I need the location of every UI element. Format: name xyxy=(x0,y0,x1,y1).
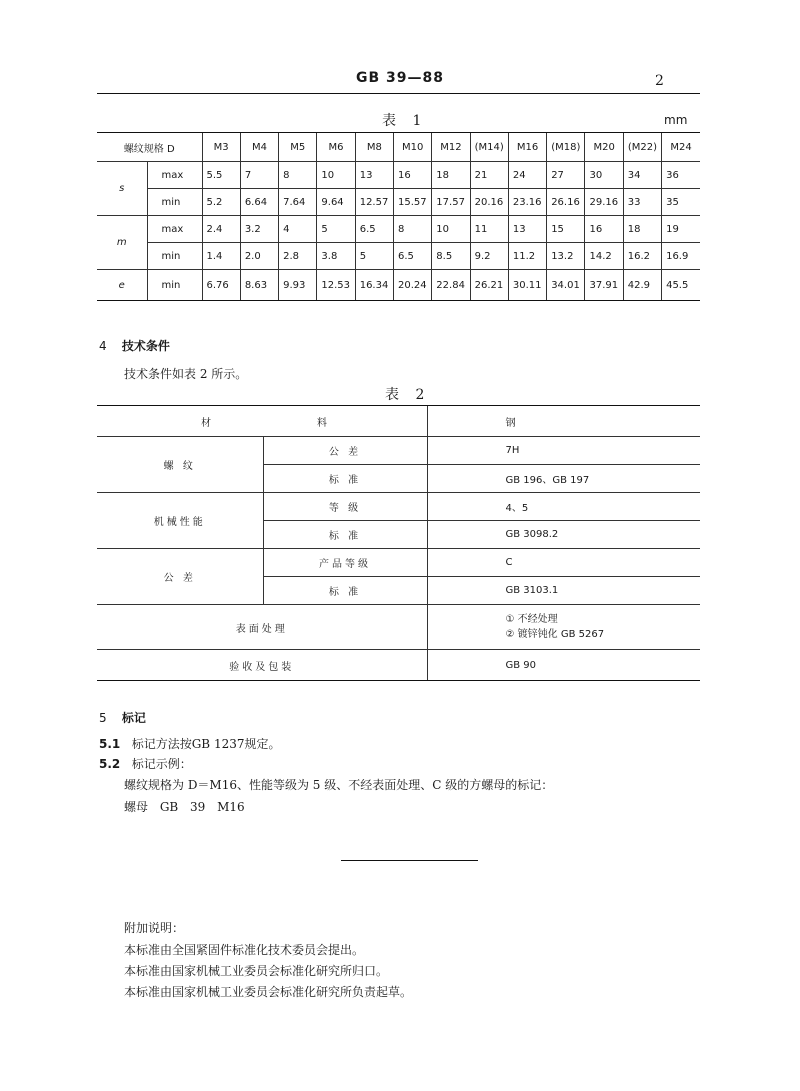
table-cell: 8.63 xyxy=(240,270,278,301)
technical-conditions-table xyxy=(97,405,700,681)
table2-caption: 表 2 xyxy=(385,387,431,403)
table-cell: 5.5 xyxy=(202,162,240,189)
column-header: M3 xyxy=(202,133,240,162)
column-header: (M18) xyxy=(547,133,585,162)
table-cell: 2.4 xyxy=(202,216,240,243)
table-cell: 16.2 xyxy=(623,243,661,270)
clause-5-1-number: 5.1 xyxy=(99,737,121,751)
table-cell: 30 xyxy=(585,162,623,189)
table-cell: 9.64 xyxy=(317,189,355,216)
table1-unit: mm xyxy=(664,113,688,127)
item-label: 公 差 xyxy=(263,437,427,465)
table-cell: 18 xyxy=(623,216,661,243)
table-cell: 37.91 xyxy=(585,270,623,301)
table-cell: 27 xyxy=(547,162,585,189)
column-header: (M14) xyxy=(470,133,508,162)
row-group-symbol: e xyxy=(97,270,147,301)
surface-label: 表面处理 xyxy=(97,605,427,650)
table-cell: 16 xyxy=(585,216,623,243)
table-cell: 5 xyxy=(317,216,355,243)
table-cell: 5 xyxy=(355,243,393,270)
clause-5-2-text: 标记示例： xyxy=(131,757,192,771)
item-value: C xyxy=(427,549,700,577)
table-row xyxy=(97,437,700,465)
column-header: M4 xyxy=(240,133,278,162)
row-sub-label: min xyxy=(147,189,202,216)
table-cell: 13 xyxy=(355,162,393,189)
table-cell: 26.16 xyxy=(547,189,585,216)
example-description: 螺纹规格为 D＝M16、性能等级为 5 级、不经表面处理、C 级的方螺母的标记： xyxy=(124,778,554,792)
item-value: 7H xyxy=(427,437,700,465)
note-line: 本标准由全国紧固件标准化技术委员会提出。 xyxy=(124,943,365,957)
column-header: M20 xyxy=(585,133,623,162)
table-row xyxy=(97,493,700,521)
surface-value: ① 不经处理 xyxy=(505,614,558,625)
group-name: 公 差 xyxy=(97,549,263,605)
table-row xyxy=(97,189,700,216)
note-line: 本标准由国家机械工业委员会标准化研究所归口。 xyxy=(124,964,389,978)
table-cell: 8 xyxy=(279,162,317,189)
table-row xyxy=(97,406,700,437)
table-cell: 10 xyxy=(317,162,355,189)
table-cell: 14.2 xyxy=(585,243,623,270)
table-cell: 17.57 xyxy=(432,189,470,216)
table-cell: 16 xyxy=(394,162,432,189)
item-label: 等 级 xyxy=(263,493,427,521)
column-header: M12 xyxy=(432,133,470,162)
row-group-symbol: m xyxy=(97,216,147,270)
acceptance-label: 验收及包装 xyxy=(97,650,427,681)
table-row xyxy=(97,650,700,681)
table-cell: 35 xyxy=(662,189,700,216)
table-cell: 5.2 xyxy=(202,189,240,216)
table-cell: 6.76 xyxy=(202,270,240,301)
table-row xyxy=(97,243,700,270)
table-cell: 34.01 xyxy=(547,270,585,301)
table-row xyxy=(97,549,700,577)
item-label: 标 准 xyxy=(263,577,427,605)
section-4-intro: 技术条件如表 2 所示。 xyxy=(124,367,248,381)
section-5-number: 5 xyxy=(99,711,107,725)
clause-5-2-number: 5.2 xyxy=(99,757,121,771)
acceptance-value: GB 90 xyxy=(427,650,700,681)
clause-5-2 xyxy=(99,755,192,772)
table-cell: 6.64 xyxy=(240,189,278,216)
column-header: M16 xyxy=(508,133,546,162)
section-4-number: 4 xyxy=(99,339,107,353)
example-mark: 螺母 GB 39 M16 xyxy=(124,800,245,814)
separator-rule xyxy=(341,860,478,861)
table-cell: 26.21 xyxy=(470,270,508,301)
item-label: 标 准 xyxy=(263,521,427,549)
table-cell: 1.4 xyxy=(202,243,240,270)
item-label: 标 准 xyxy=(263,465,427,493)
table-cell: 24 xyxy=(508,162,546,189)
table-cell: 6.5 xyxy=(355,216,393,243)
table-cell: 12.53 xyxy=(317,270,355,301)
table-cell: 12.57 xyxy=(355,189,393,216)
row-sub-label: max xyxy=(147,216,202,243)
page-number: 2 xyxy=(655,73,664,89)
table-cell: 13.2 xyxy=(547,243,585,270)
header-label: 螺纹规格 D xyxy=(97,133,202,162)
table-cell: 11 xyxy=(470,216,508,243)
table-cell: 3.8 xyxy=(317,243,355,270)
item-value: GB 196、GB 197 xyxy=(427,465,700,493)
table-cell: 22.84 xyxy=(432,270,470,301)
table-cell: 36 xyxy=(662,162,700,189)
table-cell: 29.16 xyxy=(585,189,623,216)
table-cell: 16.9 xyxy=(662,243,700,270)
table1-caption: 表 1 xyxy=(382,113,428,129)
head-steel: 钢 xyxy=(427,406,700,437)
table-cell: 2.8 xyxy=(279,243,317,270)
row-sub-label: min xyxy=(147,270,202,301)
surface-value: ② 镀锌钝化 GB 5267 xyxy=(505,629,605,640)
table-cell: 15 xyxy=(547,216,585,243)
table-cell: 16.34 xyxy=(355,270,393,301)
table-cell: 11.2 xyxy=(508,243,546,270)
head-material-b: 料 xyxy=(263,406,427,437)
row-sub-label: max xyxy=(147,162,202,189)
table-cell: 19 xyxy=(662,216,700,243)
column-header: M6 xyxy=(317,133,355,162)
table-cell: 7 xyxy=(240,162,278,189)
section-5-title: 标记 xyxy=(121,711,146,725)
table-cell: 8 xyxy=(394,216,432,243)
table-row xyxy=(97,216,700,243)
table-cell: 15.57 xyxy=(394,189,432,216)
table-cell: 10 xyxy=(432,216,470,243)
column-header: M8 xyxy=(355,133,393,162)
row-group-symbol: s xyxy=(97,162,147,216)
table-cell: 9.2 xyxy=(470,243,508,270)
clause-5-1 xyxy=(99,735,280,752)
section-5-heading xyxy=(99,709,146,726)
section-4-title: 技术条件 xyxy=(121,339,170,353)
table-row xyxy=(97,270,700,301)
table-cell: 4 xyxy=(279,216,317,243)
column-header: (M22) xyxy=(623,133,661,162)
group-name: 机械性能 xyxy=(97,493,263,549)
notes-title: 附加说明： xyxy=(124,921,185,935)
item-label: 产品等级 xyxy=(263,549,427,577)
table-row xyxy=(97,162,700,189)
clause-5-1-text: 标记方法按GB 1237规定。 xyxy=(131,737,281,751)
table-cell: 34 xyxy=(623,162,661,189)
header-rule xyxy=(97,93,700,94)
column-header: M5 xyxy=(279,133,317,162)
column-header: M24 xyxy=(662,133,700,162)
table-cell: 20.16 xyxy=(470,189,508,216)
column-header: M10 xyxy=(394,133,432,162)
table-header-row xyxy=(97,133,700,162)
table-cell: 7.64 xyxy=(279,189,317,216)
head-material-a: 材 xyxy=(97,406,263,437)
table-cell: 21 xyxy=(470,162,508,189)
table-cell: 6.5 xyxy=(394,243,432,270)
table-cell: 30.11 xyxy=(508,270,546,301)
table-cell: 20.24 xyxy=(394,270,432,301)
table-cell: 13 xyxy=(508,216,546,243)
row-sub-label: min xyxy=(147,243,202,270)
table-cell: 9.93 xyxy=(279,270,317,301)
table-cell: 23.16 xyxy=(508,189,546,216)
item-value: GB 3103.1 xyxy=(427,577,700,605)
standard-header: GB 39—88 xyxy=(355,70,444,86)
item-value: 4、5 xyxy=(427,493,700,521)
table-row xyxy=(97,605,700,650)
section-4-heading xyxy=(99,337,170,354)
group-name: 螺 纹 xyxy=(97,437,263,493)
table-cell: 18 xyxy=(432,162,470,189)
table-cell: 45.5 xyxy=(662,270,700,301)
table-cell: 8.5 xyxy=(432,243,470,270)
table-cell: 2.0 xyxy=(240,243,278,270)
item-value: GB 3098.2 xyxy=(427,521,700,549)
table-cell: 3.2 xyxy=(240,216,278,243)
table-cell: 42.9 xyxy=(623,270,661,301)
surface-values xyxy=(427,605,700,650)
note-line: 本标准由国家机械工业委员会标准化研究所负责起草。 xyxy=(124,985,413,999)
table-cell: 33 xyxy=(623,189,661,216)
dimensions-table xyxy=(97,132,700,301)
